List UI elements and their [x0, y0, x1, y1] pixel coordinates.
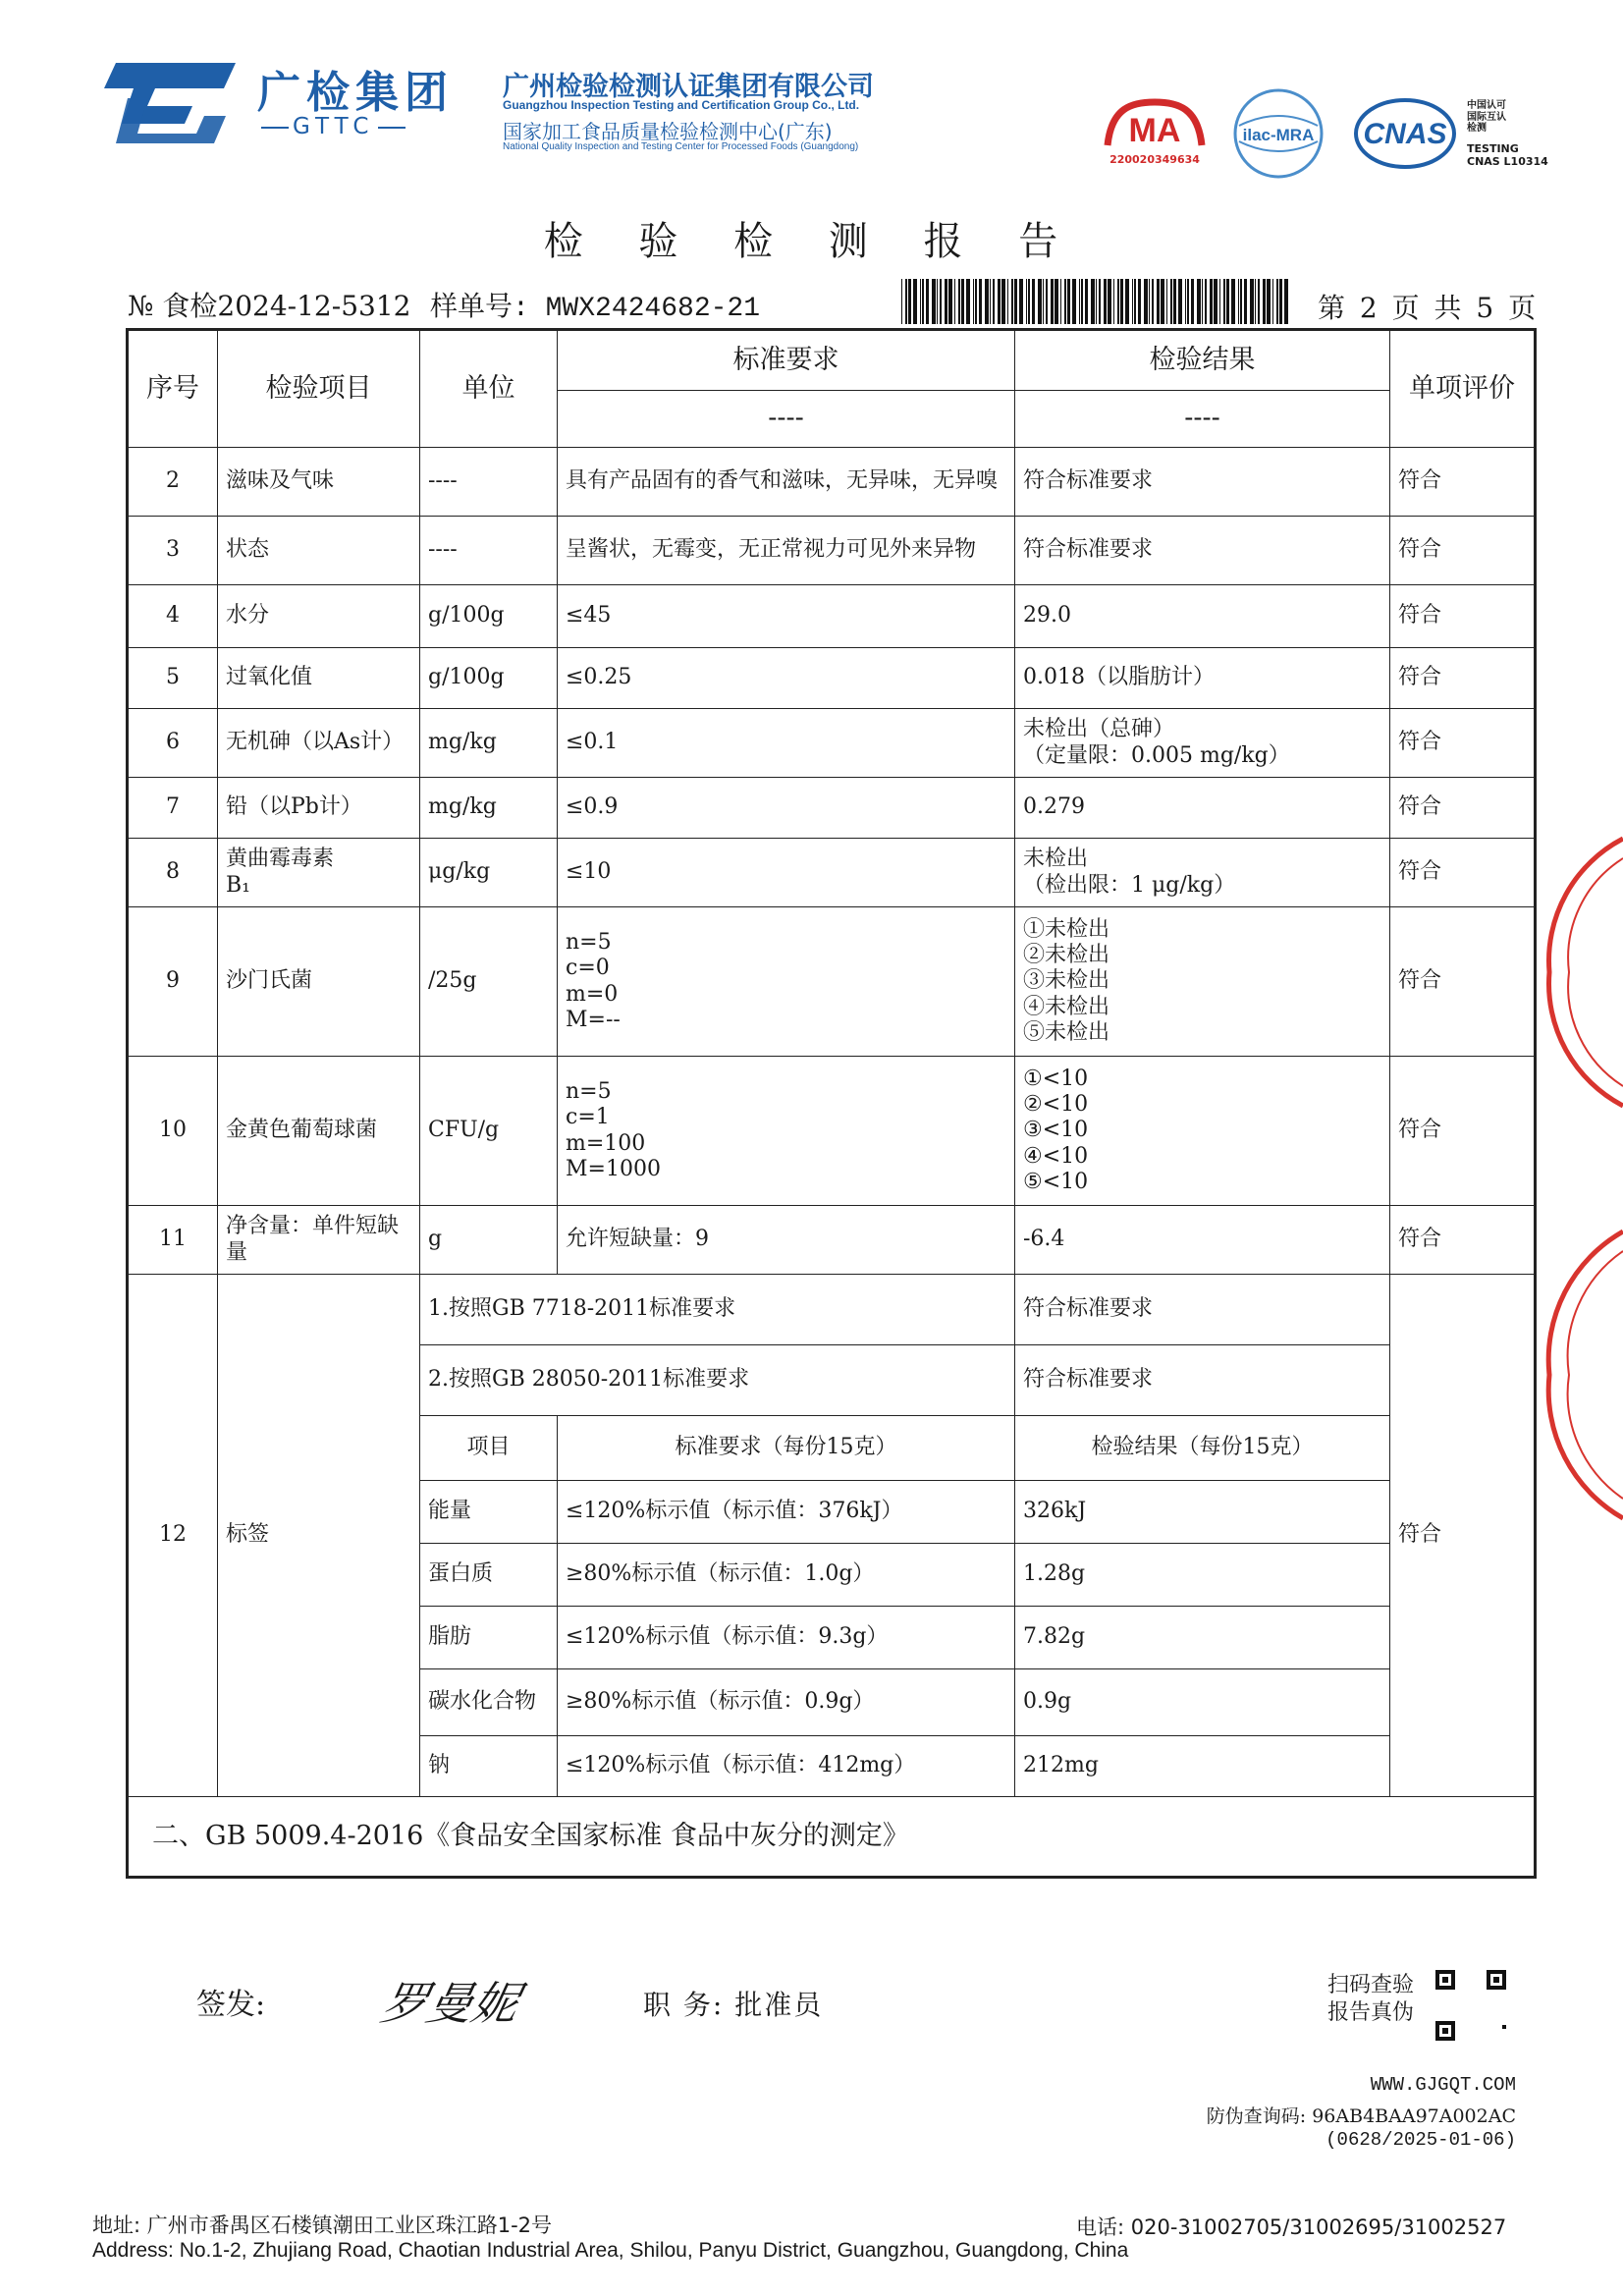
- row-verdict: 符合: [1390, 1206, 1536, 1275]
- row-seq: 5: [128, 648, 218, 709]
- row-seq: 9: [128, 907, 218, 1057]
- website[interactable]: WWW.GJGQT.COM: [1370, 2074, 1516, 2096]
- row-unit: mg/kg: [420, 778, 558, 839]
- row-seq: 6: [128, 709, 218, 778]
- row-item: 黄曲霉毒素 B₁: [218, 839, 420, 907]
- header-item: 检验项目: [218, 330, 420, 448]
- phone: 电话: 020-31002705/31002695/31002527: [1076, 2215, 1507, 2239]
- row-verdict: 符合: [1390, 648, 1536, 709]
- row-result: 29.0: [1015, 585, 1390, 648]
- nutrient-name: 能量: [420, 1481, 558, 1544]
- organization-name-en: Guangzhou Inspection Testing and Certification Group Co., Ltd.: [503, 98, 860, 112]
- row-item: 过氧化值: [218, 648, 420, 709]
- row-result: 符合标准要求: [1015, 517, 1390, 585]
- row-standard: 具有产品固有的香气和滋味，无异味，无异嗅: [558, 448, 1015, 517]
- row-seq: 11: [128, 1206, 218, 1275]
- row-verdict: 符合: [1390, 1057, 1536, 1206]
- row-unit: g/100g: [420, 648, 558, 709]
- row-unit: g: [420, 1206, 558, 1275]
- nutrient-standard: ≤120%标示值（标示值：376kJ）: [558, 1481, 1015, 1544]
- document-code: (0628/2025-01-06): [1325, 2129, 1516, 2151]
- label-result-2: 符合标准要求: [1015, 1345, 1390, 1416]
- row-item: 水分: [218, 585, 420, 648]
- method-footer-row: 二、GB 5009.4-2016《食品安全国家标准 食品中灰分的测定》: [128, 1797, 1536, 1878]
- label-result-1: 符合标准要求: [1015, 1275, 1390, 1345]
- header-standard-sub: ----: [558, 391, 1015, 448]
- row-standard: ≤0.9: [558, 778, 1015, 839]
- sign-label: 签发:: [196, 1988, 266, 2022]
- gttc-logo-icon: [98, 59, 241, 147]
- header-result: 检验结果: [1015, 330, 1390, 391]
- row-result: 未检出 （检出限：1 μg/kg）: [1015, 839, 1390, 907]
- row-seq: 7: [128, 778, 218, 839]
- row-seq: 10: [128, 1057, 218, 1206]
- table-row: [128, 1206, 1536, 1275]
- row-result: 0.018（以脂肪计）: [1015, 648, 1390, 709]
- label-row-verdict: 符合: [1390, 1275, 1536, 1797]
- row-item: 金黄色葡萄球菌: [218, 1057, 420, 1206]
- row-standard: 呈酱状，无霉变，无正常视力可见外来异物: [558, 517, 1015, 585]
- nutrient-header-standard: 标准要求（每份15克）: [558, 1416, 1015, 1481]
- result-rows: [128, 448, 1536, 1275]
- row-item: 铅（以Pb计）: [218, 778, 420, 839]
- row-verdict: 符合: [1390, 709, 1536, 778]
- row-unit: μg/kg: [420, 839, 558, 907]
- nutrient-name: 蛋白质: [420, 1544, 558, 1607]
- table-row: [128, 709, 1536, 778]
- page-info: 第 2 页 共 5 页: [1318, 292, 1540, 324]
- nutrient-standard: ≤120%标示值（标示值：412mg）: [558, 1736, 1015, 1797]
- row-unit: /25g: [420, 907, 558, 1057]
- row-verdict: 符合: [1390, 585, 1536, 648]
- scan-verify-text: 扫码查验 报告真伪: [1327, 1973, 1415, 2025]
- row-verdict: 符合: [1390, 448, 1536, 517]
- nutrient-header-result: 检验结果（每份15克）: [1015, 1416, 1390, 1481]
- table-row: [128, 448, 1536, 517]
- cnas-text: CNAS: [1363, 118, 1447, 150]
- header-unit: 单位: [420, 330, 558, 448]
- label-row-item: 标签: [218, 1275, 420, 1797]
- row-result: ①<10 ②<10 ③<10 ④<10 ⑤<10: [1015, 1057, 1390, 1206]
- table-row: [128, 585, 1536, 648]
- ilac-mra-logo-icon: [1229, 86, 1327, 181]
- center-name-cn: 国家加工食品质量检验检测中心(广东): [503, 120, 833, 143]
- cnas-logo-icon: [1351, 94, 1459, 173]
- row-verdict: 符合: [1390, 778, 1536, 839]
- nutrient-standard: ≥80%标示值（标示值：0.9g）: [558, 1669, 1015, 1736]
- header-seq: 序号: [128, 330, 218, 448]
- cma-logo-icon: [1102, 98, 1208, 167]
- row-item: 无机砷（以As计）: [218, 709, 420, 778]
- qr-code-icon[interactable]: [1435, 1970, 1506, 2041]
- nutrient-header-item: 项目: [420, 1416, 558, 1481]
- row-seq: 3: [128, 517, 218, 585]
- address-en: Address: No.1-2, Zhujiang Road, Chaotian Industrial Area, Shilou, Panyu District, Guangzhou, Guangdong, China: [92, 2239, 1129, 2262]
- row-standard: ≤0.25: [558, 648, 1015, 709]
- brand-name-en: GTTC: [257, 114, 409, 139]
- row-verdict: 符合: [1390, 839, 1536, 907]
- sample-number: 样单号: MWX2424682-21: [430, 294, 761, 324]
- header-verdict: 单项评价: [1390, 330, 1536, 448]
- row-standard: ≤10: [558, 839, 1015, 907]
- row-seq: 2: [128, 448, 218, 517]
- table-row: [128, 648, 1536, 709]
- center-name-en: National Quality Inspection and Testing Center for Processed Foods (Guangdong): [503, 141, 859, 152]
- cma-number: 220020349634: [1109, 153, 1200, 166]
- row-unit: g/100g: [420, 585, 558, 648]
- row-verdict: 符合: [1390, 907, 1536, 1057]
- signature: 罗曼妮: [376, 1977, 524, 2030]
- row-seq: 4: [128, 585, 218, 648]
- signer-position: 职 务: 批准员: [643, 1989, 824, 2021]
- inspection-stamp-icon: [1542, 1228, 1623, 1522]
- table-row: [128, 907, 1536, 1057]
- table-row: [128, 1057, 1536, 1206]
- row-result: -6.4: [1015, 1206, 1390, 1275]
- nutrient-result: 7.82g: [1015, 1607, 1390, 1669]
- address-cn: 地址: 广州市番禺区石楼镇潮田工业区珠江路1-2号: [92, 2214, 553, 2237]
- row-result: ①未检出 ②未检出 ③未检出 ④未检出 ⑤未检出: [1015, 907, 1390, 1057]
- row-standard: 允许短缺量：9: [558, 1206, 1015, 1275]
- nutrient-standard: ≤120%标示值（标示值：9.3g）: [558, 1607, 1015, 1669]
- nutrient-name: 钠: [420, 1736, 558, 1797]
- table-row: [128, 839, 1536, 907]
- nutrient-result: 212mg: [1015, 1736, 1390, 1797]
- cnas-en-text: TESTING CNAS L10314: [1467, 142, 1548, 168]
- row-item: 滋味及气味: [218, 448, 420, 517]
- row-result: 符合标准要求: [1015, 448, 1390, 517]
- row-standard: ≤0.1: [558, 709, 1015, 778]
- svg-text:MA: MA: [1128, 112, 1181, 149]
- row-unit: mg/kg: [420, 709, 558, 778]
- row-verdict: 符合: [1390, 517, 1536, 585]
- header-result-sub: ----: [1015, 391, 1390, 448]
- row-result: 0.279: [1015, 778, 1390, 839]
- row-result: 未检出（总砷） （定量限：0.005 mg/kg）: [1015, 709, 1390, 778]
- nutrient-result: 1.28g: [1015, 1544, 1390, 1607]
- row-standard: ≤45: [558, 585, 1015, 648]
- nutrient-standard: ≥80%标示值（标示值：1.0g）: [558, 1544, 1015, 1607]
- label-row-seq: 12: [128, 1275, 218, 1797]
- nutrient-result: 0.9g: [1015, 1669, 1390, 1736]
- row-unit: ----: [420, 448, 558, 517]
- anti-fake-code: 防伪查询码: 96AB4BAA97A002AC: [1206, 2105, 1516, 2127]
- nutrient-result: 326kJ: [1015, 1481, 1390, 1544]
- row-standard: n=5 c=1 m=100 M=1000: [558, 1057, 1015, 1206]
- table-row: [128, 778, 1536, 839]
- row-item: 状态: [218, 517, 420, 585]
- row-unit: CFU/g: [420, 1057, 558, 1206]
- cnas-cn-text: 中国认可 国际互认 检测: [1467, 100, 1506, 134]
- brand-name-cn: 广检集团: [257, 68, 454, 118]
- row-standard: n=5 c=0 m=0 M=--: [558, 907, 1015, 1057]
- nutrient-name: 脂肪: [420, 1607, 558, 1669]
- label-standard-1: 1.按照GB 7718-2011标准要求: [420, 1275, 1015, 1345]
- row-unit: ----: [420, 517, 558, 585]
- label-standard-2: 2.按照GB 28050-2011标准要求: [420, 1345, 1015, 1416]
- table-row: [128, 517, 1536, 585]
- row-item: 净含量：单件短缺量: [218, 1206, 420, 1275]
- report-number: № 食检2024-12-5312: [128, 290, 411, 322]
- barcode: [901, 279, 1290, 324]
- organization-name-cn: 广州检验检测认证集团有限公司: [503, 72, 874, 102]
- inspection-stamp-icon: [1542, 835, 1623, 1110]
- row-item: 沙门氏菌: [218, 907, 420, 1057]
- nutrient-name: 碳水化合物: [420, 1669, 558, 1736]
- row-seq: 8: [128, 839, 218, 907]
- header-standard: 标准要求: [558, 330, 1015, 391]
- inspection-table: [126, 328, 1537, 1879]
- report-title: 检 验 检 测 报 告: [543, 219, 1080, 264]
- ilac-mra-text: ilac-MRA: [1242, 126, 1315, 144]
